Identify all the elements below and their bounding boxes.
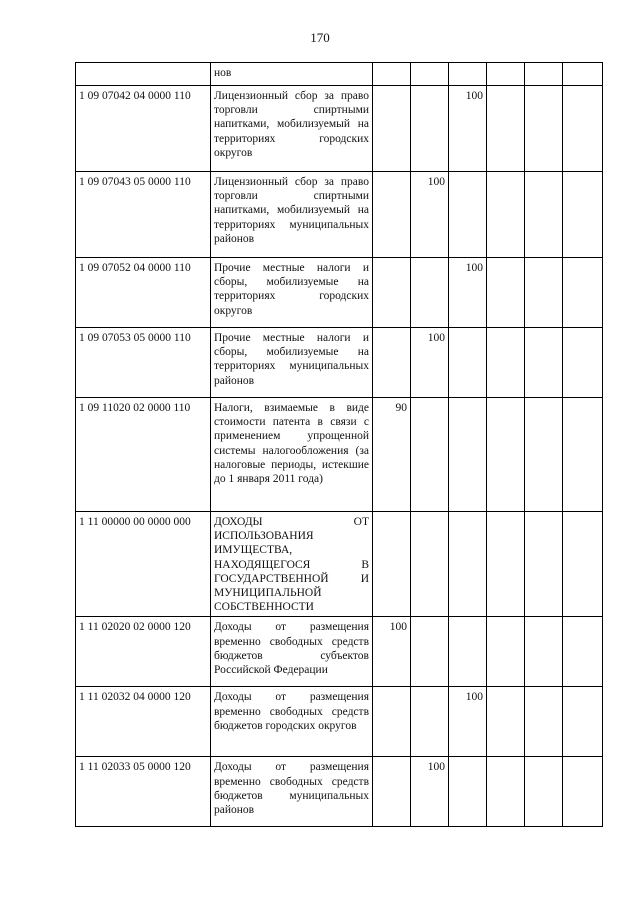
revenue-code-cell: 1 11 02020 02 0000 120 bbox=[76, 617, 211, 687]
revenue-name-cell: нов bbox=[211, 63, 373, 86]
share-cell-3: 100 bbox=[449, 86, 487, 172]
revenue-code-cell: 1 09 07052 04 0000 110 bbox=[76, 258, 211, 328]
table-row bbox=[76, 258, 603, 328]
share-cell-2 bbox=[411, 258, 449, 328]
share-cell-4 bbox=[487, 86, 525, 172]
share-cell-1 bbox=[373, 258, 411, 328]
share-cell-6 bbox=[563, 757, 603, 827]
share-cell-6 bbox=[563, 328, 603, 398]
table-row bbox=[76, 757, 603, 827]
share-cell-5 bbox=[525, 398, 563, 512]
page-number: 170 bbox=[310, 30, 330, 45]
share-cell-2 bbox=[411, 687, 449, 757]
table-row bbox=[76, 398, 603, 512]
table-row bbox=[76, 328, 603, 398]
share-cell-6 bbox=[563, 617, 603, 687]
revenue-code-cell: 1 09 07053 05 0000 110 bbox=[76, 328, 211, 398]
table-row bbox=[76, 172, 603, 258]
revenue-code-cell: 1 11 02032 04 0000 120 bbox=[76, 687, 211, 757]
table-row bbox=[76, 63, 603, 86]
budget-classification-table bbox=[75, 62, 603, 827]
revenue-name-cell: Доходы от размещения временно свободных средств бюджетов городских округов bbox=[211, 687, 373, 757]
share-cell-3 bbox=[449, 172, 487, 258]
share-cell-5 bbox=[525, 617, 563, 687]
share-cell-6 bbox=[563, 258, 603, 328]
share-cell-2: 100 bbox=[411, 757, 449, 827]
share-cell-3 bbox=[449, 328, 487, 398]
revenue-code-cell: 1 11 02033 05 0000 120 bbox=[76, 757, 211, 827]
revenue-name-cell: Лицензионный сбор за право торговли спиртными напитками, мобилизуемый на территориях муниципальных районов bbox=[211, 172, 373, 258]
share-cell-2 bbox=[411, 63, 449, 86]
share-cell-1 bbox=[373, 512, 411, 617]
share-cell-6 bbox=[563, 86, 603, 172]
share-cell-4 bbox=[487, 512, 525, 617]
share-cell-4 bbox=[487, 172, 525, 258]
share-cell-5 bbox=[525, 757, 563, 827]
share-cell-2 bbox=[411, 617, 449, 687]
share-cell-1 bbox=[373, 63, 411, 86]
share-cell-3: 100 bbox=[449, 258, 487, 328]
revenue-code-cell: 1 09 11020 02 0000 110 bbox=[76, 398, 211, 512]
share-cell-3 bbox=[449, 617, 487, 687]
share-cell-6 bbox=[563, 172, 603, 258]
share-cell-6 bbox=[563, 63, 603, 86]
table-row bbox=[76, 617, 603, 687]
share-cell-1 bbox=[373, 172, 411, 258]
share-cell-3 bbox=[449, 398, 487, 512]
revenue-name-cell: Доходы от размещения временно свободных средств бюджетов муниципальных районов bbox=[211, 757, 373, 827]
share-cell-1 bbox=[373, 687, 411, 757]
table-row bbox=[76, 512, 603, 617]
table-row bbox=[76, 86, 603, 172]
share-cell-3 bbox=[449, 512, 487, 617]
share-cell-2 bbox=[411, 512, 449, 617]
revenue-name-cell: Доходы от размещения временно свободных средств бюджетов субъектов Российской Федерации bbox=[211, 617, 373, 687]
revenue-name-cell: Прочие местные налоги и сборы, мобилизуемые на территориях городских округов bbox=[211, 258, 373, 328]
share-cell-5 bbox=[525, 328, 563, 398]
revenue-code-cell: 1 09 07043 05 0000 110 bbox=[76, 172, 211, 258]
share-cell-6 bbox=[563, 398, 603, 512]
share-cell-5 bbox=[525, 172, 563, 258]
share-cell-6 bbox=[563, 687, 603, 757]
share-cell-3: 100 bbox=[449, 687, 487, 757]
share-cell-4 bbox=[487, 617, 525, 687]
share-cell-1 bbox=[373, 86, 411, 172]
share-cell-4 bbox=[487, 63, 525, 86]
share-cell-3 bbox=[449, 63, 487, 86]
share-cell-2: 100 bbox=[411, 172, 449, 258]
share-cell-5 bbox=[525, 687, 563, 757]
revenue-code-cell: 1 11 00000 00 0000 000 bbox=[76, 512, 211, 617]
share-cell-6 bbox=[563, 512, 603, 617]
revenue-code-cell bbox=[76, 63, 211, 86]
table-row bbox=[76, 687, 603, 757]
share-cell-4 bbox=[487, 328, 525, 398]
share-cell-2 bbox=[411, 398, 449, 512]
share-cell-5 bbox=[525, 63, 563, 86]
share-cell-3 bbox=[449, 757, 487, 827]
revenue-name-cell: Прочие местные налоги и сборы, мобилизуемые на территориях муниципальных районов bbox=[211, 328, 373, 398]
share-cell-2 bbox=[411, 86, 449, 172]
share-cell-2: 100 bbox=[411, 328, 449, 398]
share-cell-1 bbox=[373, 757, 411, 827]
share-cell-1: 100 bbox=[373, 617, 411, 687]
share-cell-4 bbox=[487, 398, 525, 512]
share-cell-5 bbox=[525, 258, 563, 328]
share-cell-4 bbox=[487, 687, 525, 757]
share-cell-1: 90 bbox=[373, 398, 411, 512]
share-cell-5 bbox=[525, 86, 563, 172]
share-cell-4 bbox=[487, 757, 525, 827]
revenue-name-cell: Налоги, взимаемые в виде стоимости патента в связи с применением упрощенной системы налогообложения (за налоговые периоды, истекшие до 1 января 2011 года) bbox=[211, 398, 373, 512]
share-cell-4 bbox=[487, 258, 525, 328]
share-cell-5 bbox=[525, 512, 563, 617]
share-cell-1 bbox=[373, 328, 411, 398]
revenue-name-cell: ДОХОДЫ ОТ ИСПОЛЬЗОВАНИЯ ИМУЩЕСТВА, НАХОДЯЩЕГОСЯ В ГОСУДАРСТВЕННОЙ И МУНИЦИПАЛЬНОЙ СОБСТВЕННОСТИ bbox=[211, 512, 373, 617]
revenue-code-cell: 1 09 07042 04 0000 110 bbox=[76, 86, 211, 172]
revenue-name-cell: Лицензионный сбор за право торговли спиртными напитками, мобилизуемый на территориях городских округов bbox=[211, 86, 373, 172]
